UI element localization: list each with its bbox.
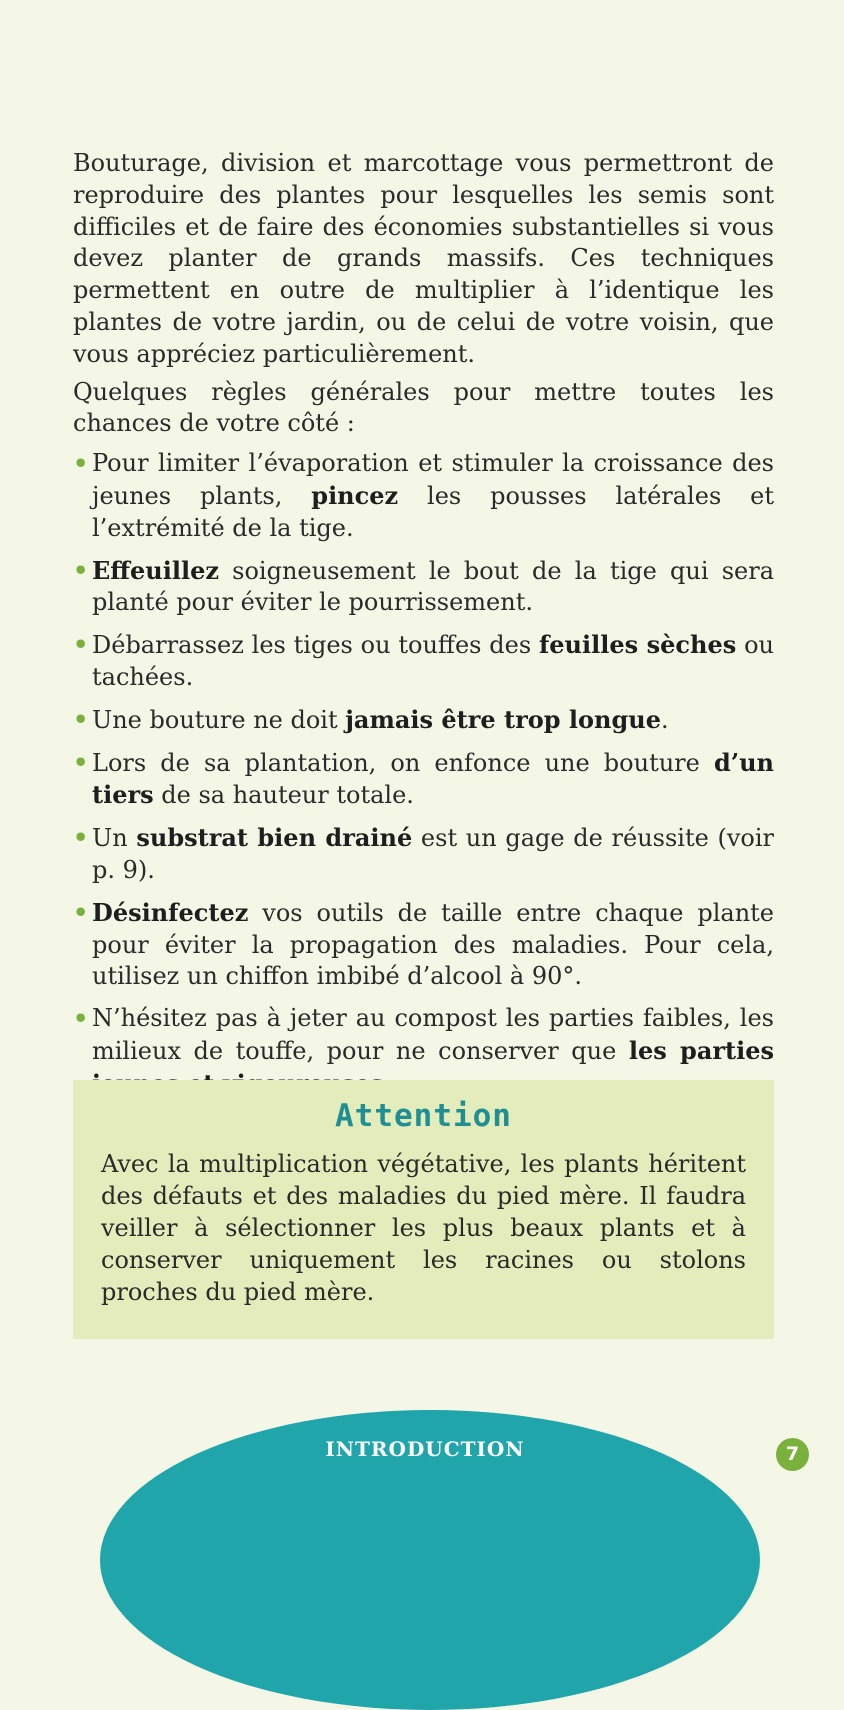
page-body [73, 148, 774, 1111]
emphasis: jamais être trop longue [345, 704, 661, 734]
bullet-icon: • [73, 747, 89, 777]
bullet-icon: • [73, 704, 89, 734]
attention-box [73, 1080, 774, 1339]
emphasis: pincez [311, 480, 399, 510]
emphasis: les parties [628, 1035, 774, 1065]
attention-text: Avec la multiplication végétative, les plants héritent des défauts et des maladies du pied mère. Il faudra veiller à sélectionner les plus beaux plants et à conserver uniquement les racines ou stolons proches du pied mère. [101, 1150, 746, 1306]
list-item: • Débarrassez les tiges ou touffes des feuilles sèches ou tachées. [73, 630, 774, 691]
emphasis: substrat bien drainé [136, 823, 413, 853]
bullet-icon: • [73, 897, 89, 927]
list-item: • Lors de sa plantation, on enfonce une bouture d’un tiers de sa hauteur totale. [73, 747, 774, 810]
list-item: • Effeuillez soigneusement le bout de la tige qui sera planté pour éviter le pourrissement. [73, 555, 774, 617]
attention-title: Attention [335, 1098, 512, 1134]
bullet-icon: • [73, 630, 89, 660]
list-item: • Un substrat bien drainé est un gage de réussite (voir p. 9). [73, 823, 775, 884]
emphasis: feuilles sèches [538, 630, 737, 660]
bullet-icon: • [73, 823, 89, 853]
bullet-icon: • [73, 1004, 89, 1034]
section-label: INTRODUCTION [325, 1437, 525, 1461]
list-item: • N’hésitez pas à jeter au compost les parties faibles, les milieux de touffe, pour ne conserver que les parties [73, 1003, 774, 1100]
emphasis: Effeuillez [92, 555, 219, 585]
intro-paragraph: Bouturage, division et marcottage vous permettront de reproduire des plantes pour lesquelles les semis sont difficiles et de faire des économies substantielles si vous devez planter de grands massifs. Ces techniques permettent en outre de multiplier à l’identique les plantes de votre jardin, ou de celui de votre voisin, que vous appréciez particulièrement. [73, 149, 774, 368]
list-item: • Une bouture ne doit jamais être trop longue. [73, 704, 669, 734]
page-number: 7 [776, 1438, 809, 1471]
list-item: • Désinfectez vos outils de taille entre chaque plante pour éviter la propagation des maladies. Pour cela, utilisez un chiffon imbibé d’alcool à 90°. [73, 897, 774, 991]
list-item: • Pour limiter l’évaporation et stimuler la croissance des jeunes plants, pincez les pousses latérales et l’extrémité de la tige. [73, 449, 775, 542]
bullet-icon: • [73, 555, 89, 585]
bullet-icon: • [73, 449, 89, 479]
emphasis: Désinfectez [92, 897, 249, 927]
rules-list [73, 448, 774, 1100]
emphasis: d’un tiers [92, 747, 774, 810]
rules-intro: Quelques règles générales pour mettre toutes les chances de votre côté : [73, 377, 774, 438]
